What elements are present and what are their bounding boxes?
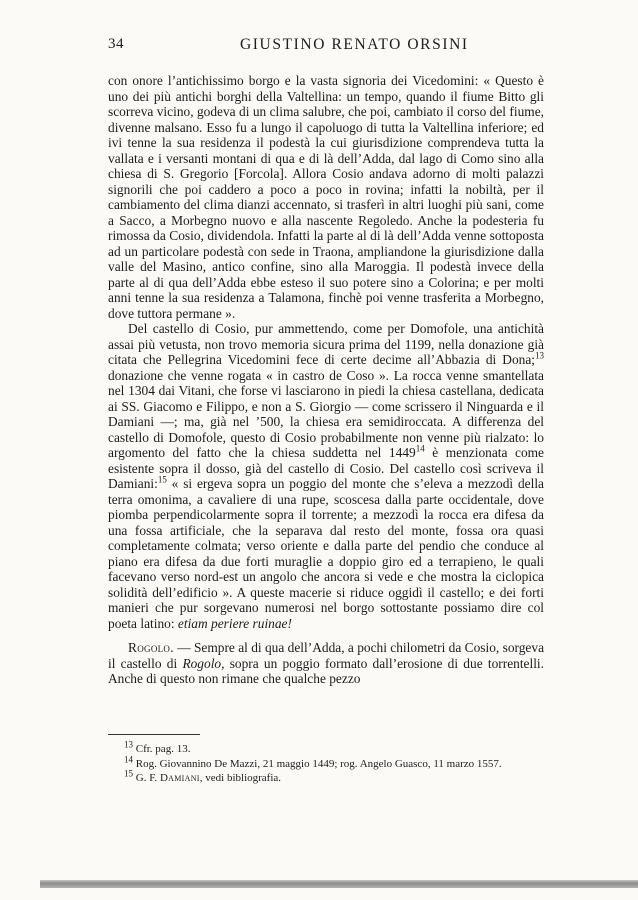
footnote-ref-14: 14 [415, 443, 425, 454]
page-header [108, 36, 538, 58]
paragraph-castello-cosio [108, 321, 544, 631]
paragraph-text: « si ergeva sopra un poggio del monte che s’eleva a mezzodì della terra omonima, a cavaliere di una rupe, scoscesa dalla parte occidentale, dove piomba perpendicolarmente sopra il torrente; a mezzodì la rocca era difesa da una fossa artificiale, che la separava dal resto del monte, fossa ora quasi completamente colmata; verso oriente e dalla parte del pendio che conduce al piano era difesa da due forti muraglie a doppio giro ed a terrapieno, le quali facevano verso nord-est un angolo che ancora si vede e che mostra la ciclopica solidità dell’edificio ». A queste macerie si riduce oggidì il castello; e dei forti manieri che pur sorgevano numerosi nel borgo sottostante possiamo dire col poeta latino: [108, 476, 544, 631]
footnote-author: Damiani [159, 772, 200, 784]
footnote-ref-15: 15 [157, 474, 167, 485]
footnotes [108, 739, 544, 786]
paragraph-text: è menzionata come esistente sopra il dosso, già del castello di Cosio. Del castello così scriveva il Damiani: [108, 445, 544, 491]
footnote-ref-13: 13 [535, 350, 544, 361]
latin-quote: etiam periere ruinae! [177, 615, 292, 631]
footnote-14 [108, 753, 544, 772]
paragraph-vicedomini-quote: con onore l’antichissimo borgo e la vasta signoria dei Vicedomini: « Questo è uno dei più antichi borghi della Valtellina: un tempo, quando il fiume Bitto gli scorreva vicino, godeva di un clima salubre, che poi, cambiato il corso del fiume, divenne malsano. Esso fu a lungo il capoluogo di tutta la Valtellina inferiore; ed ivi tenne la sua residenza il podestà la cui giurisdizione comprendeva tutta la vallata e i versanti montani di qua e di là dell’Adda, dal lago di Como sino alla chiesa di S. Gregorio [Forcola]. Allora Cosio andava adorno di molti palazzi signorili che poi caddero a poco a poco in rovina; infatti la nobiltà, per il cambiamento del clima dianzi accennato, si trasferì in altri luoghi più sani, come a Sacco, a Morbegno nuovo e alla nascente Regoledo. Anche la podesteria fu rimossa da Cosio, dividendola. Infatti la parte al di là dell’Adda venne sottoposta ad un particolare podestà con sede in Traona, ampliandone la giurisdizione dalla valle del Masino, antico confine, sino alla Maroggia. Il podestà invece della parte al di qua dell’Adda ebbe esteso il suo potere sino a Colorina; e per molti anni tenne la sua residenza a Talamona, finchè poi venne trasferita a Morbegno, dove tuttora permane ». [108, 73, 544, 321]
footnote-number: 14 [124, 753, 133, 764]
footnote-15 [108, 768, 544, 786]
paragraph-text: donazione che venne rogata « in castro de Coso ». La rocca venne smantellata nel 1304 dai Vitani, che forse vi lasciarono in piedi la chiesa castellana, dedicata ai SS. Giacomo e Filippo, e non a S. Giorgio — come scrissero il Ninguarda e il Damiani —; ma, già nel ’500, la chiesa era semidiroccata. A differenza del castello di Domofole, questo di Cosio probabilmente non venne più rialzato: lo argomento del fatto che la chiesa suddetta nel 1449 [108, 367, 544, 460]
place-name-rogolo: Rogolo, [182, 655, 225, 671]
scan-bottom-edge [40, 880, 638, 888]
paragraph-text: sopra un poggio formato dall’erosione di due torrentelli. Anche di questo non rimane che qualche pezzo [108, 655, 545, 686]
paragraph-text: — Sempre al di qua dell’Adda, a pochi chilometri da Cosio, sorgeva il castello di [108, 640, 545, 671]
footnote-text: Cfr. pag. 13. [135, 743, 191, 755]
footnote-text: , vedi bibliografia. [199, 772, 282, 784]
running-head: GIUSTINO RENATO ORSINI [240, 36, 469, 53]
paragraph-text: Del castello di Cosio, pur ammettendo, come per Domofole, una antichità assai più vetusta, non trovo memoria sicura prima del 1199, nella donazione già citata che Pellegrina Vicedomini fece di certe decime all’Abbazia di Dona; [108, 321, 544, 367]
page-number: 34 [108, 36, 124, 52]
footnote-13 [108, 739, 544, 757]
section-title-rogolo: Rogolo. [128, 640, 174, 655]
paragraph-rogolo [108, 640, 544, 687]
footnote-divider [108, 734, 200, 735]
body-text [108, 73, 544, 687]
footnote-text: Rog. Giovannino De Mazzi, 21 maggio 1449; rog. Angelo Guasco, 11 marzo 1557. [135, 757, 502, 770]
footnote-number: 13 [124, 739, 133, 750]
footnote-text: G. F. [135, 772, 160, 784]
footnote-number: 15 [124, 768, 133, 779]
